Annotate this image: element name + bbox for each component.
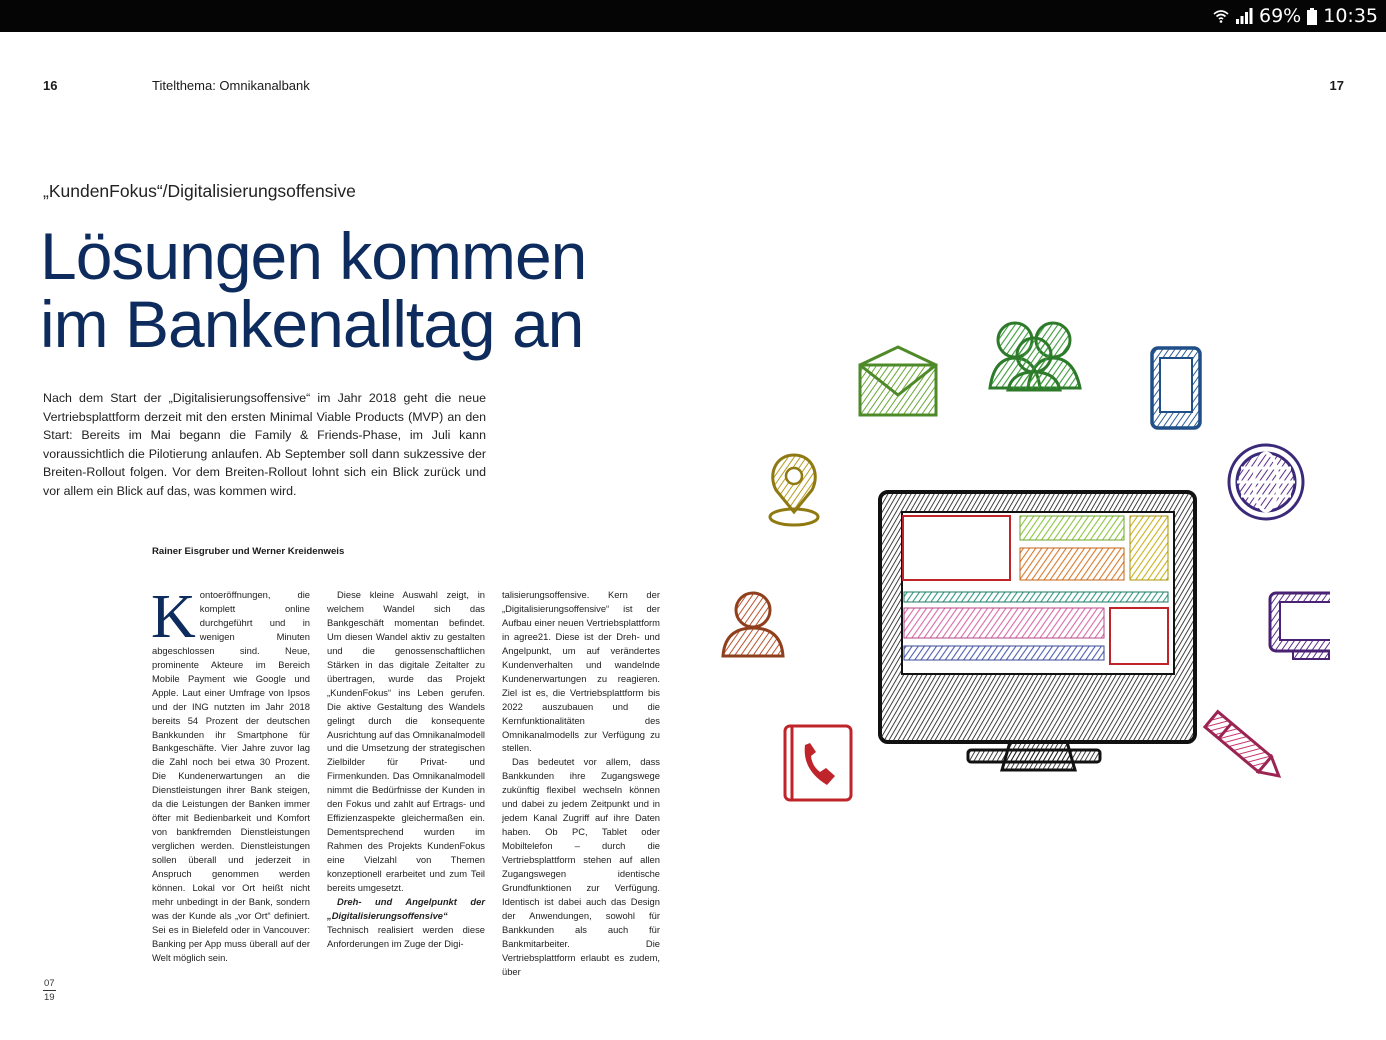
- people-icon: [990, 323, 1080, 390]
- article-authors: Rainer Eisgruber und Werner Kreidenweis: [152, 546, 345, 557]
- article-headline: [40, 219, 587, 361]
- status-icons: [1213, 0, 1378, 32]
- text-column-3: [502, 588, 660, 979]
- signal-icon: [1235, 8, 1253, 24]
- location-pin-icon: [770, 455, 818, 525]
- smartphone-icon: [1152, 348, 1200, 428]
- article-intro: Nach dem Start der „Digitalisierungsoffensive“ im Jahr 2018 geht die neue Vertriebsplattform derzeit mit den ersten Minimal Viable Products (MVP) an den Start: Bereits im Mai begann die Family & Friends-Phase, im Juli kann voraussichtlich die Pilotierung anlaufen. Ab September soll dann sukzessive der Breiten-Rollout folgen. Vor dem Breiten-Rollout lohnt sich ein Blick zurück und vor allem ein Blick auf das, was kommen wird.: [43, 391, 486, 498]
- globe-icon: [1229, 445, 1303, 519]
- tv-icon: [1270, 593, 1330, 659]
- battery-icon: [1307, 8, 1317, 25]
- monitor-icon: [880, 492, 1195, 770]
- drop-cap: K: [151, 583, 196, 651]
- mail-icon: [860, 347, 936, 415]
- issue-year: 19: [44, 992, 55, 1003]
- person-icon: [723, 593, 783, 656]
- omnichannel-illustration: [690, 300, 1330, 820]
- page-number-left: 16: [43, 78, 58, 93]
- column-3-paragraph-2: Das bedeutet vor allem, dass Bankkunden ihre Zugangswege zukünftig flexibel wechseln können und dabei zu jedem Zeitpunkt und in jedem Kanal Zugriff auf ihre Daten haben. Ob PC, Tablet oder Mobiltelefon – durch die Vertriebsplattform stehen auf allen Zugangswegen identische Grundfunktionen zur Verfügung. Identisch ist dabei auch das Design der Anwendungen, sowohl für Bankkunden als auch für Bankmitarbeiter. Die Vertriebsplattform erlaubt es zudem, über: [502, 756, 660, 977]
- column-2-paragraph-1: Diese kleine Auswahl zeigt, in welchem Wandel sich das Bankgeschäft momentan befindet. Um diesen Wandel aktiv zu gestalten und die genossenschaftlichen Stärken in das digitale Zeitalter zu übertragen, wurde das Projekt „KundenFokus“ ins Leben gerufen. Die aktive Gestaltung des Wandels gelingt durch die konsequente Ausrichtung auf das Omnikanalmodell und die Umsetzung der strategischen Zielbilder für Privat- und Firmenkunden. Das Omnikanalmodell nimmt die Bedürfnisse der Kunden in den Fokus und zahlt auf Ertrags- und Effizienzaspekte gleichermaßen ein. Dementsprechend wurden im Rahmen des Projekts KundenFokus eine Vielzahl von Themen konzeptionell erarbeitet und zum Teil bereits umgesetzt.: [327, 589, 485, 894]
- headline-line-1: Lösungen kommen: [40, 219, 587, 293]
- clock: 10:35: [1323, 5, 1378, 27]
- battery-percent: 69%: [1259, 5, 1302, 27]
- column-1-paragraph: ontoeröffnungen, die komplett online durchgeführt und in wenigen Minuten abgeschlossen sind. Neue, prominente Akteure im Bereich Mobile Payment wie Google und Apple. Laut einer Umfrage von Ipsos und der ING nutzten im Jahr 2018 bereits 54 Prozent der deutschen Bankkunden ihr Smartphone für Bankgeschäfte. Vier Jahre zuvor lag die Zahl noch bei etwa 30 Prozent. Die Kundenerwartungen an die Dienstleistungen ihrer Bank steigen, da die Leistungen der Banken immer öfter mit Bedienbarkeit und Komfort von bankfremden Dienstleistungen verglichen werden. Dienstleistungen sollen überall und jederzeit in Anspruch genommen werden können. Lokal vor Ort heißt nicht mehr unbedingt in der Bank, sondern was der Kunde als „vor Ort“ definiert. Sei es in Bielefeld oder in Vancouver: Banking per App muss überall auf der Welt möglich sein.: [152, 589, 310, 963]
- headline-line-2: im Bankenalltag an: [40, 287, 584, 361]
- column-3-paragraph-1: talisierungsoffensive. Kern der „Digitalisierungsoffensive“ ist der Aufbau einer neuen Vertriebsplattform in agree21. Diese ist der Dreh- und Angelpunkt, um auf verändertes Kundenverhalten und wandelnde Kundenerwartungen zu reagieren. Ziel ist es, die Vertriebsplattform bis 2022 auszubauen und die Kernfunktionalitäten des Omnikanalmodells zur Verfügung zu stellen.: [502, 589, 660, 754]
- text-column-1: [151, 583, 310, 965]
- running-head: Titelthema: Omnikanalbank: [152, 78, 310, 93]
- column-2-subheading: Dreh- und Angelpunkt der „Digitalisierungsoffensive“: [327, 895, 485, 921]
- page-number-right: 17: [1329, 78, 1344, 93]
- wifi-icon: [1213, 8, 1229, 24]
- column-2-paragraph-2: Technisch realisiert werden diese Anforderungen im Zuge der Digi-: [327, 923, 485, 949]
- status-bar: [0, 0, 1386, 32]
- address-book-icon: [785, 726, 851, 800]
- text-column-2: [327, 588, 485, 951]
- article-kicker: „KundenFokus“/Digitalisierungsoffensive: [43, 181, 356, 201]
- pencil-icon: [1205, 712, 1285, 784]
- issue-month: 07: [44, 978, 55, 989]
- issue-number: [43, 977, 56, 1004]
